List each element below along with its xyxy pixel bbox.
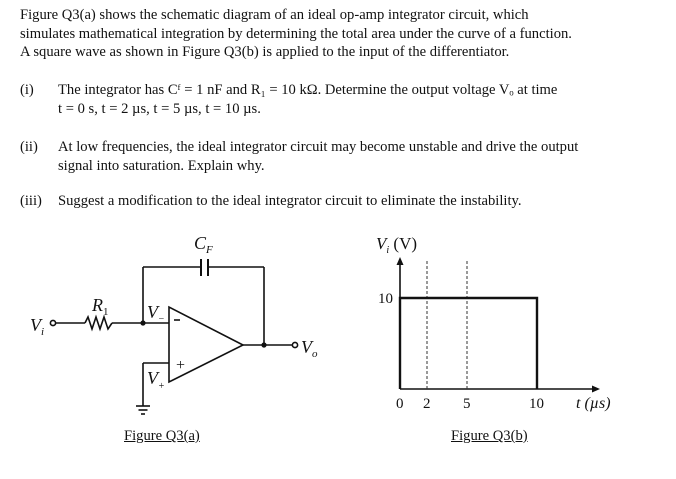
label-vplus: $V_+$ [147,368,165,392]
intro-line: Figure Q3(a) shows the schematic diagram of an ideal op-amp integrator circuit, which [20,7,529,23]
intro-line: simulates mathematical integration by determining the total area under the curve of a function. [20,25,572,42]
question-number: (iii) [20,193,42,209]
junction-node [261,342,266,347]
square-pulse [400,298,537,389]
x-tick-10: 10 [529,396,544,412]
question-line: The integrator has Cᶠ = 1 nF and R₁ = 10 kΩ. Determine the output voltage Vₒ at time [58,82,558,98]
caption-figure-a: Figure Q3(a) [124,428,200,444]
question-line: At low frequencies, the ideal integrator circuit may become unstable and drive the output [58,139,579,155]
label-cf: $C_F$ [194,233,213,256]
y-tick-10: 10 [378,291,393,307]
question-line: signal into saturation. Explain why. [58,157,265,174]
x-tick-5: 5 [463,396,471,412]
x-axis-label: t (µs) [576,395,611,412]
intro-line: A square wave as shown in Figure Q3(b) is applied to the input of the differentiator. [20,44,510,60]
resistor-r1 [85,317,112,329]
x-axis-arrow-icon [592,386,600,393]
input-waveform-chart [397,257,601,393]
question-line: Suggest a modification to the ideal integrator circuit to eliminate the instability. [58,193,522,209]
question-number: (ii) [20,139,38,155]
question-line: t = 0 s, t = 2 µs, t = 5 µs, t = 10 µs. [58,100,261,117]
caption-figure-b: Figure Q3(b) [451,428,528,444]
label-r1: $R_1$ [92,295,109,318]
label-vi: $V_i$ [30,315,45,338]
x-tick-2: 2 [423,396,431,412]
plus-sign: + [176,357,186,374]
output-terminal [292,342,297,347]
y-axis-arrow-icon [397,257,404,265]
label-vo: $V_o$ [301,337,318,360]
question-number: (i) [20,82,34,98]
y-axis-label: $V_i$ (V) [376,234,418,256]
x-tick-0: 0 [396,396,404,412]
junction-node [140,320,145,325]
input-terminal [50,320,55,325]
label-vminus: $V_-$ [147,302,165,325]
integrator-circuit [50,259,297,414]
